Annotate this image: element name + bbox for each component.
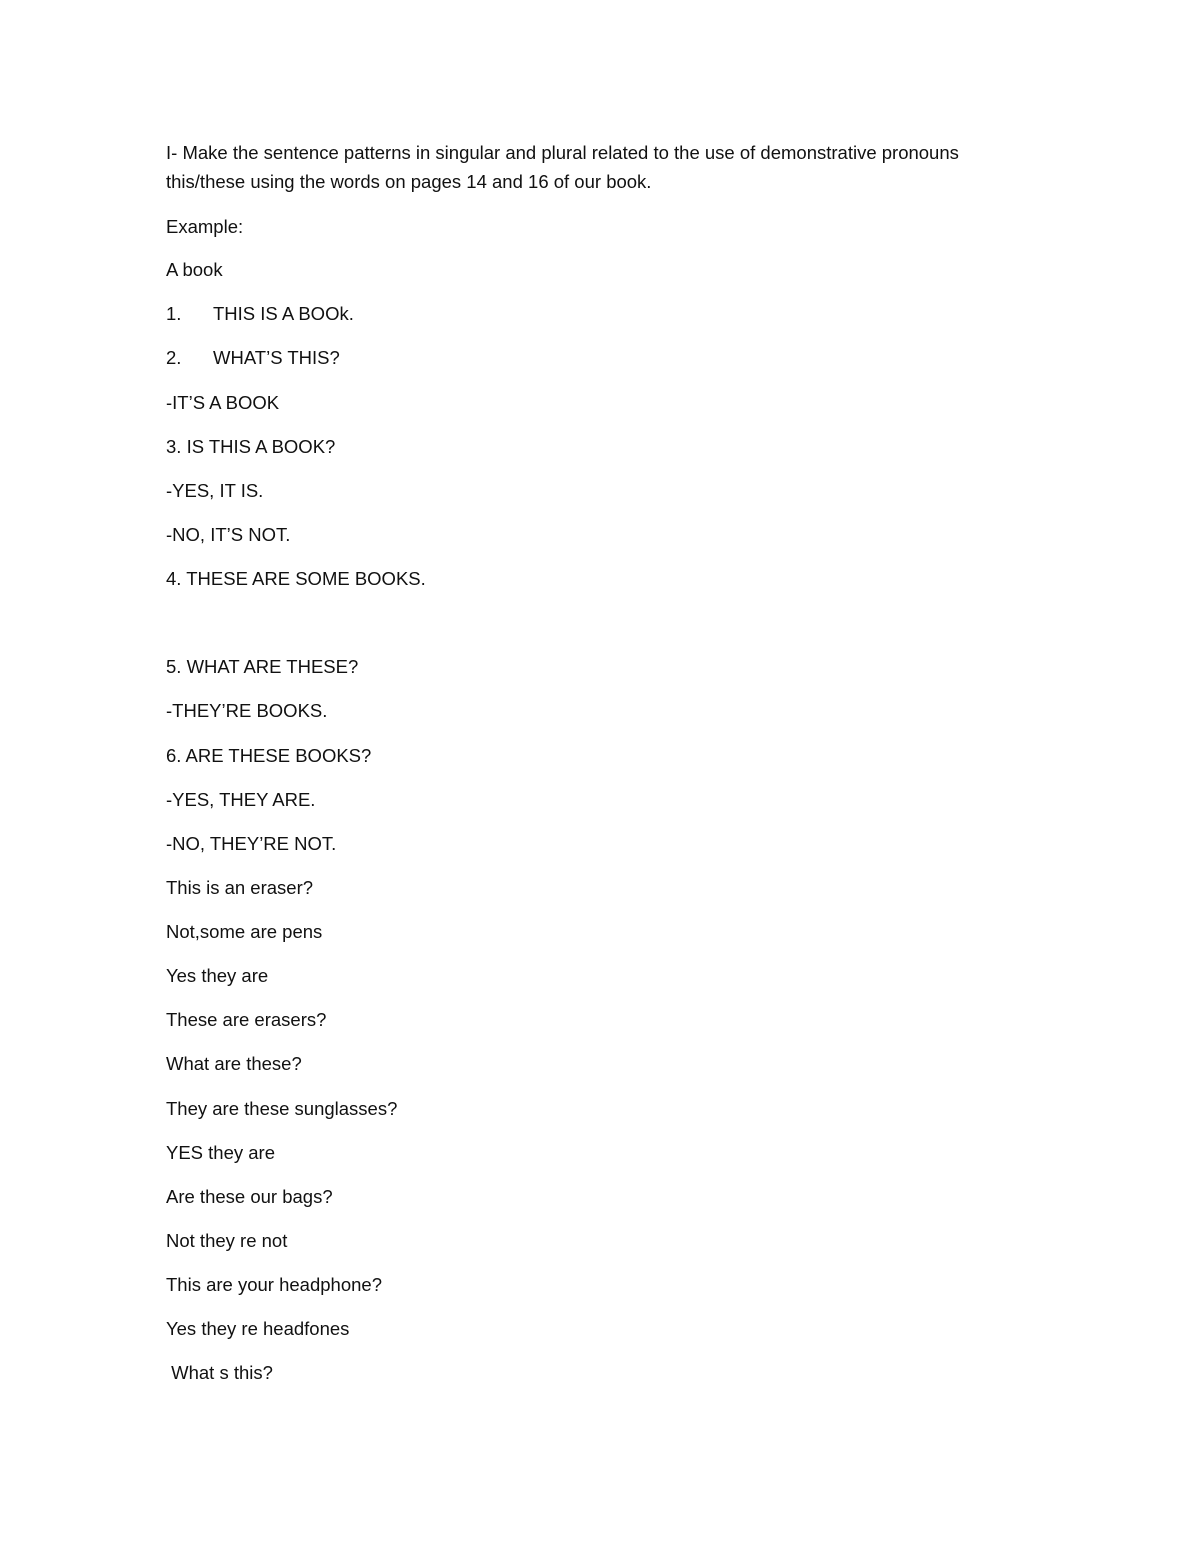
example-word: A book xyxy=(166,259,223,280)
text-line: -NO, IT’S NOT. xyxy=(166,524,291,545)
text-line: 5. WHAT ARE THESE? xyxy=(166,656,359,677)
item-text: WHAT’S THIS? xyxy=(213,347,340,368)
text-line: What are these? xyxy=(166,1053,302,1074)
text-line: This is an eraser? xyxy=(166,877,314,898)
text-line: 3. IS THIS A BOOK? xyxy=(166,436,336,457)
text-line: -YES, IT IS. xyxy=(166,480,264,501)
text-line: Yes they re headfones xyxy=(166,1318,350,1339)
text-line: Are these our bags? xyxy=(166,1186,333,1207)
item-text: THIS IS A BOOk. xyxy=(213,303,354,324)
text-line: This are your headphone? xyxy=(166,1274,382,1295)
instruction-line-2: this/these using the words on pages 14 and 16 of our book. xyxy=(166,171,652,192)
item-number: 2. xyxy=(166,347,182,368)
example-label: Example: xyxy=(166,216,244,237)
instruction-line-1: I- Make the sentence patterns in singular and plural related to the use of demonstrative pronouns xyxy=(166,142,959,163)
numbered-item xyxy=(166,346,340,370)
text-line: -THEY’RE BOOKS. xyxy=(166,700,328,721)
text-line: Yes they are xyxy=(166,965,269,986)
text-line: What s this? xyxy=(166,1362,273,1383)
text-line: 4. THESE ARE SOME BOOKS. xyxy=(166,568,426,589)
numbered-item xyxy=(166,302,354,326)
text-line: YES they are xyxy=(166,1142,276,1163)
text-line: 6. ARE THESE BOOKS? xyxy=(166,745,372,766)
text-line: Not they re not xyxy=(166,1230,288,1251)
text-line: They are these sunglasses? xyxy=(166,1098,398,1119)
text-line: These are erasers? xyxy=(166,1009,327,1030)
text-line: -NO, THEY’RE NOT. xyxy=(166,833,337,854)
text-line: Not,some are pens xyxy=(166,921,323,942)
item-number: 1. xyxy=(166,303,182,324)
text-line: -IT’S A BOOK xyxy=(166,392,280,413)
text-line: -YES, THEY ARE. xyxy=(166,789,316,810)
